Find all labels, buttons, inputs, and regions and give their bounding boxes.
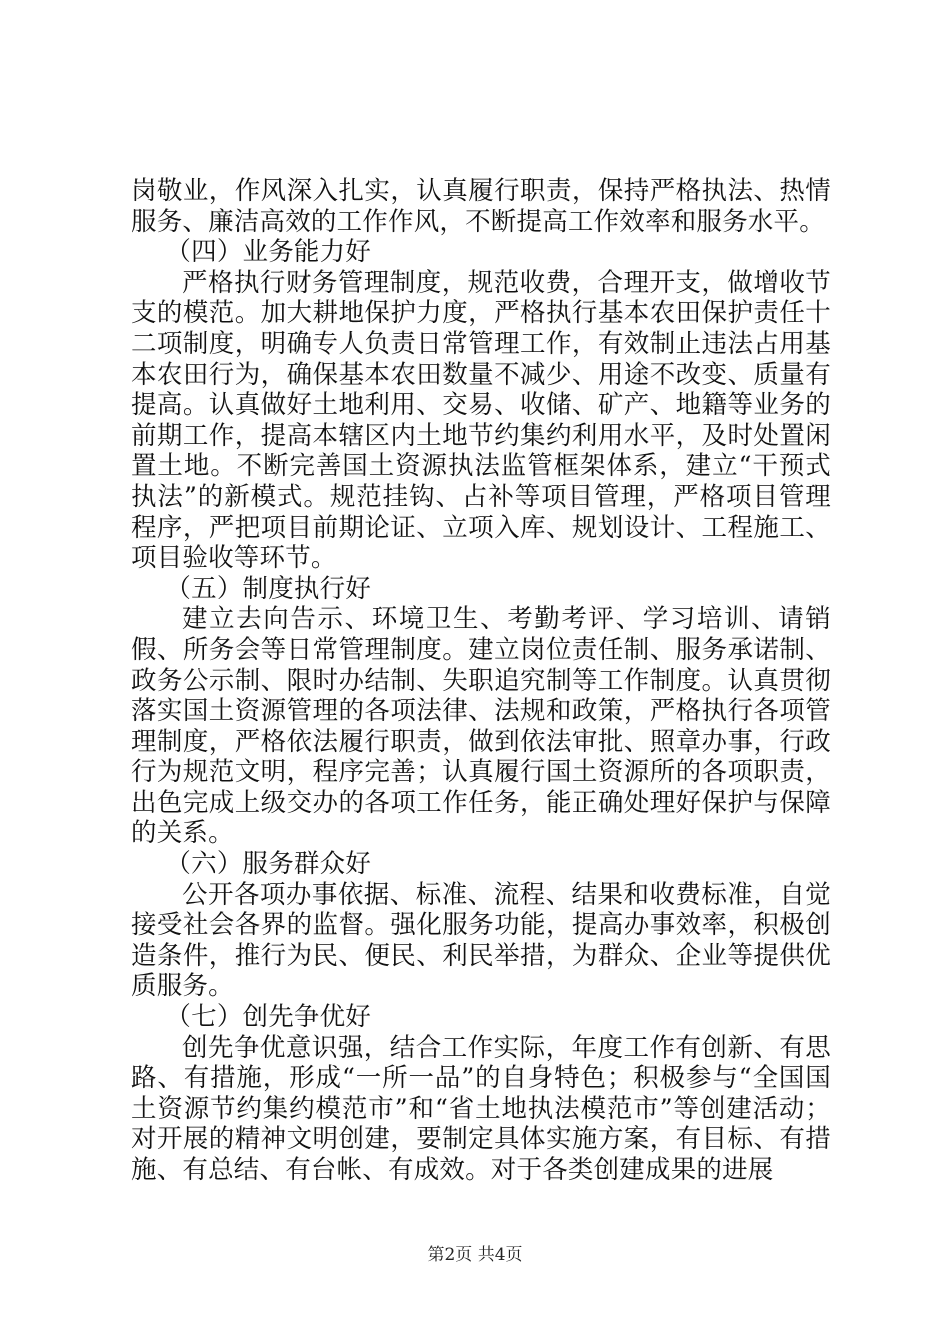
paragraph-system-execution: 建立去向告示、环境卫生、考勤考评、学习培训、请销假、所务会等日常管理制度。建立岗位责任制、服务承诺制、政务公示制、限时办结制、失职追究制等工作制度。认真贯彻落实国土资源管理的各项法律、法规和政策，严格执行各项管理制度，严格依法履行职责，做到依法审批、照章办事，行政行为规范文明，程序完善；认真履行国土资源所的各项职责，出色完成上级交办的各项工作任务，能正确处理好保护与保障的关系。	[131, 604, 831, 849]
paragraph-serve-public: 公开各项办事依据、标准、流程、结果和收费标准，自觉接受社会各界的监督。强化服务功能，提高办事效率，积极创造条件，推行为民、便民、利民举措，为群众、企业等提供优质服务。	[131, 879, 831, 1002]
section-heading-6: （六）服务群众好	[165, 849, 372, 880]
section-heading-7: （七）创先争优好	[165, 1002, 372, 1033]
paragraph-business-ability: 严格执行财务管理制度，规范收费，合理开支，做增收节支的模范。加大耕地保护力度，严格执行基本农田保护责任十二项制度，明确专人负责日常管理工作，有效制止违法占用基本农田行为，确保基本农田数量不减少、用途不改变、质量有提高。认真做好土地利用、交易、收储、矿产、地籍等业务的前期工作，提高本辖区内土地节约集约利用水平，及时处置闲置土地。不断完善国土资源执法监管框架体系，建立“干预式执法”的新模式。规范挂钩、占补等项目管理，严格项目管理程序，严把项目前期论证、立项入库、规划设计、工程施工、项目验收等环节。	[131, 267, 831, 574]
section-heading-4: （四）业务能力好	[165, 237, 372, 268]
paragraph-continuation: 岗敬业，作风深入扎实，认真履行职责，保持严格执法、热情服务、廉洁高效的工作作风，不断提高工作效率和服务水平。	[131, 176, 831, 237]
section-heading-5: （五）制度执行好	[165, 573, 372, 604]
paragraph-excellence: 创先争优意识强，结合工作实际，年度工作有创新、有思路、有措施，形成“一所一品”的自身特色；积极参与“全国国土资源节约集约模范市”和“省土地执法模范市”等创建活动；对开展的精神文明创建，要制定具体实施方案，有目标、有措施、有总结、有台帐、有成效。对于各类创建成果的进展	[131, 1032, 831, 1185]
document-body	[131, 176, 831, 1186]
page-number-footer: 第2页 共4页	[427, 1245, 523, 1265]
